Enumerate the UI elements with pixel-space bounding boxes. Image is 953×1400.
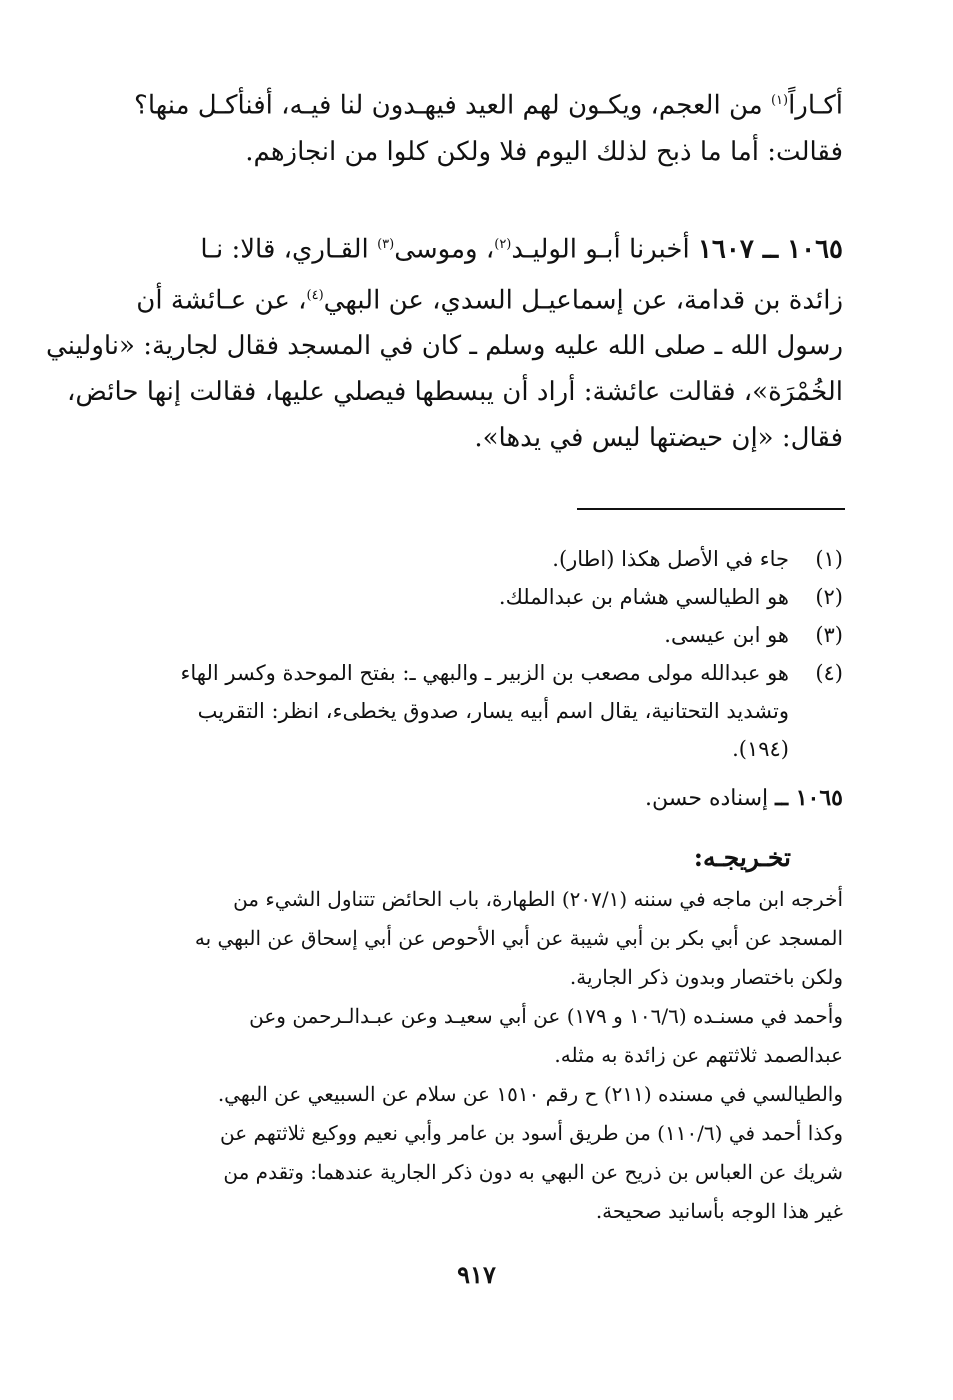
footnote-number: (٤) bbox=[815, 661, 843, 685]
takhrij-line: وأحمد في مسنـده (١٠٦/٦ و ١٧٩) عن أبي سعيـد وعن عبـدالـرحمن وعن bbox=[249, 1004, 843, 1028]
takhrij-line: غير هذا الوجه بأسانيد صحيحة. bbox=[595, 1199, 843, 1223]
text-line: فقالت: أما ما ذبح لذلك اليوم فلا ولكن كلوا من انجازهم. bbox=[245, 136, 843, 167]
takhrij-line: عبدالصمد ثلاثتهم عن زائدة به مثله. bbox=[554, 1043, 843, 1067]
isnad-grade bbox=[150, 778, 843, 819]
hadith-paragraph bbox=[46, 222, 843, 461]
footnote-text: هو ابن عيسى. bbox=[664, 623, 789, 647]
intro-paragraph bbox=[134, 78, 843, 175]
text-fragment: ، عن عـائشة أن bbox=[136, 285, 307, 316]
footnote-number: (١) bbox=[815, 547, 843, 571]
footnote-item bbox=[150, 654, 843, 768]
footnote-item bbox=[150, 540, 843, 578]
footnote-ref: (٤) bbox=[306, 287, 324, 303]
footnote-item bbox=[150, 578, 843, 616]
footnote-divider bbox=[577, 508, 845, 510]
footnote-text: جاء في الأصل هكذا (اطار). bbox=[552, 547, 789, 571]
footnote-number: (٢) bbox=[815, 585, 843, 609]
takhrij-line: شريك عن العباس بن ذريح عن البهي به دون ذكر الجارية عندهما: وتقدم من bbox=[223, 1160, 843, 1184]
takhrij-line: المسجد عن أبي بكر بن أبي شيبة عن أبي الأحوص عن أبي إسحاق عن البهي به bbox=[194, 926, 843, 950]
text-fragment: القـاري، قالا: نـا bbox=[200, 234, 378, 265]
text-line bbox=[150, 222, 843, 273]
page-number: ٩١٧ bbox=[457, 1260, 496, 1289]
grade-number: ١٠٦٥ ــ bbox=[775, 785, 843, 811]
text-line bbox=[136, 273, 843, 324]
footnote-ref: (٢) bbox=[494, 237, 512, 252]
footnote-ref: (١) bbox=[770, 93, 789, 108]
footnotes-list bbox=[150, 540, 843, 768]
footnote-text: هو عبدالله مولى مصعب بن الزبير ـ والبهي ـ: بفتح الموحدة وكسر الهاء وتشديد التحتانية، يقال اسم أبيه يسار، صدوق يخطىء، انظر: التقريب (١٩٤). bbox=[180, 661, 789, 761]
footnote-number: (٣) bbox=[815, 623, 843, 647]
text-fragment: زائدة بن قدامة، عن إسماعيـل السدي، عن البهي bbox=[323, 285, 843, 316]
takhrij-line: ولكن باختصار وبدون ذكر الجارية. bbox=[569, 965, 843, 989]
text-fragment: أكـاراً bbox=[788, 90, 843, 121]
footnote-item bbox=[150, 616, 843, 654]
footnote-text: هو الطيالسي هشام بن عبدالملك. bbox=[498, 585, 789, 609]
takhrij-line: والطيالسي في مسنده (٢١١) ح رقم ١٥١٠ عن سلام عن السبيعي عن البهي. bbox=[217, 1082, 843, 1106]
takhrij-line: وكذا أحمد في (١١٠/٦) من طريق أسود بن عامر وأبي نعيم ووكيع ثلاثتهم عن bbox=[220, 1121, 843, 1145]
text-fragment: أخبرنا أبـو الوليـد bbox=[511, 234, 698, 265]
text-line bbox=[134, 78, 843, 129]
grade-text: إسناده حسن. bbox=[645, 786, 776, 811]
footnote-ref: (٣) bbox=[377, 237, 395, 252]
takhrij-heading: تخـريجـه: bbox=[693, 843, 791, 872]
text-line: الخُمْرَة»، فقالت عائشة: أراد أن يبسطها فيصلي عليها، فقالت إنها حائض، bbox=[67, 377, 843, 408]
hadith-number: ١٠٦٥ ــ ١٦٠٧ bbox=[697, 234, 843, 265]
text-fragment: من العجم، ويكـون لهم العيد فيهـدون لنا فيـه، أفنأكـل منها؟ bbox=[134, 90, 771, 121]
takhrij-line: أخرجه ابن ماجه في سننه (٢٠٧/١) الطهارة، باب الحائض تتناول الشيء من bbox=[233, 887, 843, 911]
takhrij-section bbox=[150, 880, 843, 1231]
text-line: فقال: «إن حيضتها ليس في يدها». bbox=[474, 423, 843, 454]
text-line: رسول الله ـ صلى الله عليه وسلم ـ كان في المسجد فقال لجارية: «ناوليني bbox=[46, 331, 843, 362]
text-fragment: ، وموسى bbox=[394, 234, 495, 265]
